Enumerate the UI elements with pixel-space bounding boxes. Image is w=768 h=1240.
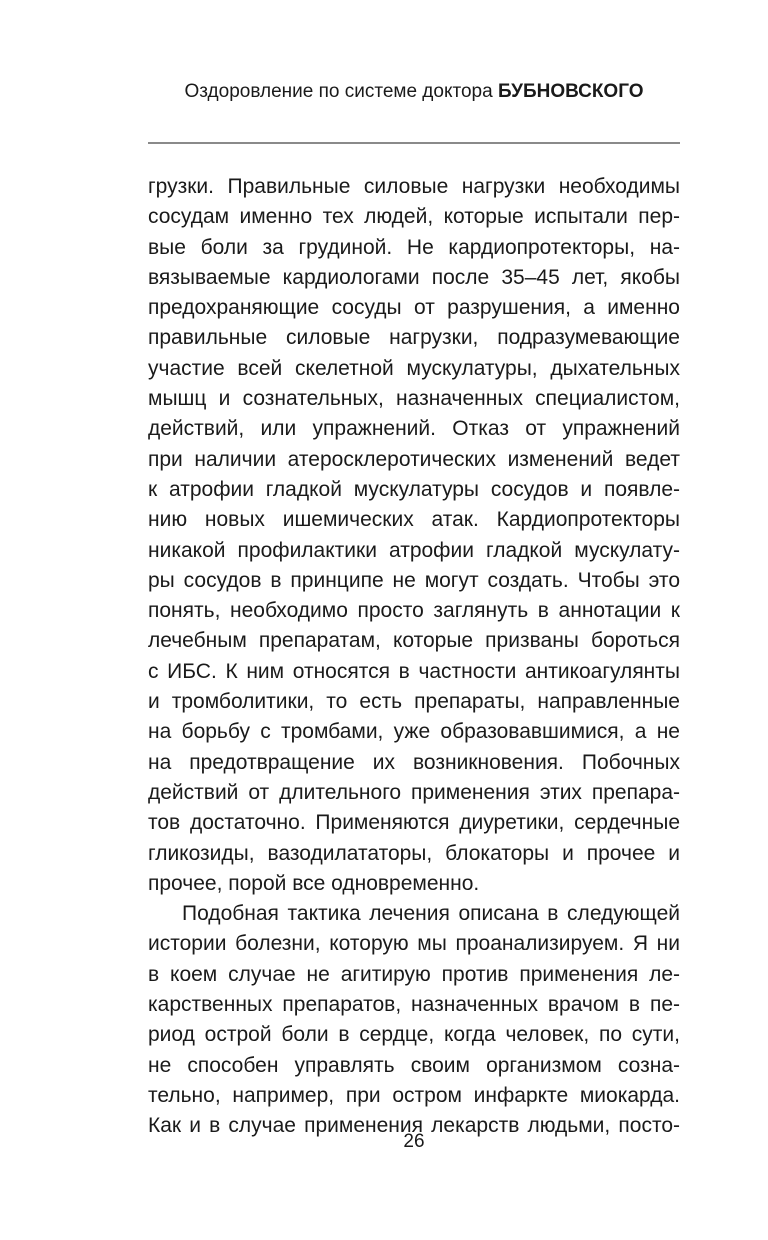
text-line: вые боли за грудиной. Не кардиопротекторы, на- <box>148 235 680 259</box>
text-line: не способен управлять своим организмом созна- <box>148 1053 680 1077</box>
text-line: действий от длительного применения этих препара- <box>148 780 680 804</box>
text-line: на предотвращение их возникновения. Побочных <box>148 750 680 774</box>
text-line: сосудам именно тех людей, которые испытали пер- <box>148 205 680 229</box>
text-line: никакой профилактики атрофии гладкой мускулату- <box>148 538 680 562</box>
header-author: БУБНОВСКОГО <box>497 81 644 102</box>
text-line: гликозиды, вазодилататоры, блокаторы и прочее и <box>148 841 680 865</box>
header-divider <box>148 142 680 144</box>
text-line: предохраняющие сосуды от разрушения, а именно <box>148 296 680 320</box>
page-number: 26 <box>403 1131 425 1152</box>
text-line: истории болезни, которую мы проанализируем. Я ни <box>148 932 680 956</box>
text-line: карственных препаратов, назначенных врачом в пе- <box>148 993 680 1017</box>
text-line: лечебным препаратам, которые призваны бороться <box>148 629 680 653</box>
text-line: риод острой боли в сердце, когда человек, по сути, <box>148 1023 680 1047</box>
text-line: участие всей скелетной мускулатуры, дыхательных <box>148 356 680 380</box>
paragraph-2 <box>148 899 680 1141</box>
text-line: Подобная тактика лечения описана в следующей <box>182 902 680 926</box>
text-line: правильные силовые нагрузки, подразумевающие <box>148 326 680 350</box>
text-line: тов достаточно. Применяются диуретики, сердечные <box>148 811 680 835</box>
text-line: понять, необходимо просто заглянуть в аннотации к <box>148 599 680 623</box>
text-line: нию новых ишемических атак. Кардиопротекторы <box>148 508 680 532</box>
body-text <box>148 172 680 1142</box>
text-line: Как и в случае применения лекарств людьми, посто- <box>148 1114 680 1138</box>
text-line: вязываемые кардиологами после 35–45 лет, якобы <box>148 265 680 289</box>
text-line: действий, или упражнений. Отказ от упражнений <box>148 417 680 441</box>
text-line: прочее, порой все одновременно. <box>148 871 480 895</box>
text-line: и тромболитики, то есть препараты, направленные <box>148 690 680 714</box>
text-line: в коем случае не агитирую против применения ле- <box>148 962 680 986</box>
running-header <box>148 80 680 104</box>
text-line: тельно, например, при остром инфаркте миокарда. <box>148 1083 680 1107</box>
text-line: мышц и сознательных, назначенных специалистом, <box>148 387 680 411</box>
text-line: при наличии атеросклеротических изменений ведет <box>148 447 680 471</box>
text-line: на борьбу с тромбами, уже образовавшимися, а не <box>148 720 680 744</box>
header-title: Оздоровление по системе доктора <box>184 81 493 102</box>
text-line: с ИБС. К ним относятся в частности антикоагулянты <box>148 659 680 683</box>
text-line: ры сосудов в принципе не могут создать. Чтобы это <box>148 568 680 592</box>
text-line: к атрофии гладкой мускулатуры сосудов и появле- <box>148 477 680 501</box>
paragraph-1 <box>148 172 680 899</box>
text-line: грузки. Правильные силовые нагрузки необходимы <box>148 175 680 198</box>
